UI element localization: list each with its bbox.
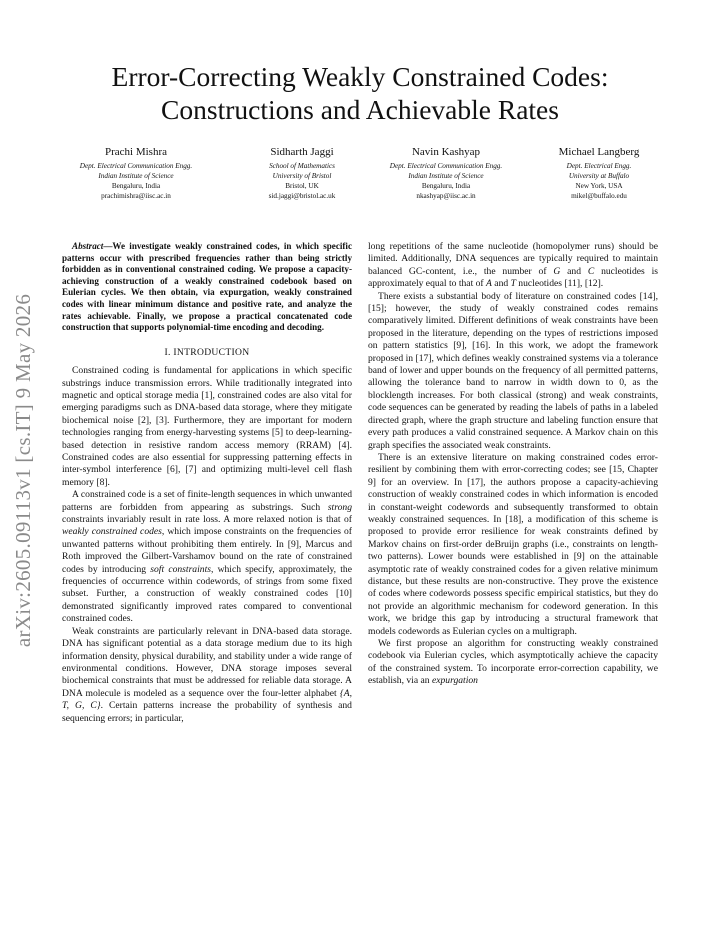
- author-location: Bristol, UK: [285, 182, 319, 190]
- left-column: [62, 241, 352, 725]
- title-line-2: Constructions and Achievable Rates: [161, 94, 559, 125]
- paragraph: There is an extensive literature on making constrained codes error-resilient by combining them with error-correcting codes; see [15, Chapter 9] for an overview. In [17], the authors propose a capacity-achieving construction of weakly constrained codes in which information is encoded in constant-weight codewords and subsequently transformed to obtain weakly constrained sequences. In [18], a modification of this scheme is proposed to provide error resilience for weak constraints defined by Markov chains on first-order deBruijn graphs (i.e., constraints on length-two patterns). Lower bounds were established in [9] on the attainable asymptotic rate of weakly constrained codes for a given relative minimum distance, but these results are non-constructive. They prove the existence of codes where codewords possess specific empirical statistics, but they do not provide an algorithmic mechanism for codeword generation. In this work, we bridge this gap by introducing a structural framework that models codewords as Eulerian cycles on a multigraph.: [368, 451, 658, 637]
- author-1: [56, 145, 216, 201]
- author-name: Sidharth Jaggi: [270, 146, 334, 158]
- abstract-label: Abstract: [72, 241, 104, 251]
- author-location: Bengaluru, India: [111, 182, 161, 190]
- author-2: [237, 145, 367, 201]
- author-email: nkashyap@iisc.ac.in: [416, 192, 476, 200]
- author-institution: Indian Institute of Science: [408, 172, 484, 180]
- title-line-1: Error-Correcting Weakly Constrained Codes:: [111, 61, 609, 92]
- author-name: Navin Kashyap: [411, 146, 481, 158]
- paragraph: There exists a substantial body of literature on constrained codes [14], [15]; however, the study of weakly constrained codes remains comparatively limited. Different definitions of weak constraints have been proposed in the literature, depending on the types of restrictions imposed on pattern statistics [9], [16]. In this work, we adopt the framework proposed in [17], which defines weakly constrained systems via a tolerance band of lower and upper bounds on the frequency of all permitted patterns, allowing the tolerance band to narrow in width down to 0, as the blocklength increases. For both classical (strong) and weak constraints, code sequences can be generated by reading the labels of paths in a labeled directed graph, where the graph structure and labeling function ensure that every path produces a valid constrained sequence. A Markov chain on this graph specifies the associated weak constraints.: [368, 290, 658, 451]
- author-location: Bengaluru, India: [421, 182, 471, 190]
- abstract: [62, 241, 352, 334]
- author-3: [366, 145, 526, 201]
- author-dept: Dept. Electrical Engg.: [566, 162, 632, 170]
- author-institution: University at Buffalo: [568, 172, 630, 180]
- section-heading: I. INTRODUCTION: [164, 346, 250, 358]
- author-institution: University of Bristol: [272, 172, 332, 180]
- paragraph: We first propose an algorithm for constructing weakly constrained codebook via Eulerian cycles, which asymptotically achieve the capacity of the constrained system. To incorporate error-correction capability, we establish, via an expurgation: [368, 638, 658, 687]
- paragraph: Constrained coding is fundamental for applications in which specific substrings induce transmission errors. While traditionally integrated into magnetic and optical storage media [1], constrained codes are also vital for emerging paradigms such as DNA-based data storage, where they mitigate biochemical noise [2], [3]. Furthermore, they are important for modern technologies ranging from energy-harvesting systems [5] to deep-learning-based detection in resistive random access memory (RRAM) [4]. Constrained codes are also essential for suppressing patterning effects in inter-symbol interference [6], [7] and optimizing multi-level cell flash memory [8].: [62, 365, 352, 488]
- paragraph: long repetitions of the same nucleotide (homopolymer runs) should be limited. Additionally, DNA sequences are typically required to maintain balanced GC-content, i.e., the number of G and C nucleotides is approximately equal to that of A and T nucleotides [11], [12].: [368, 241, 658, 290]
- author-institution: Indian Institute of Science: [98, 172, 174, 180]
- arxiv-stamp-text: arXiv:2605.09113v1 [cs.IT] 9 May 2026: [11, 293, 36, 647]
- paragraph: A constrained code is a set of finite-length sequences in which unwanted patterns are forbidden from appearing as substrings. Such strong constraints invariably result in rate loss. A more relaxed notion is that of weakly constrained codes, which impose constraints on the frequencies of unwanted patterns without prohibiting them entirely. In [9], Marcus and Roth improved the Gilbert-Varshamov bound on the rate of constrained codes by introducing soft constraints, which specify, approximately, the frequencies of occurrence within codewords, of strings from some fixed subset. Further, a construction of weakly constrained codes [10] demonstrated significantly improved rates compared to conventional constrained codes.: [62, 489, 352, 625]
- author-email: sid.jaggi@bristol.ac.uk: [268, 192, 336, 200]
- author-name: Prachi Mishra: [104, 146, 167, 158]
- author-dept: School of Mathematics: [269, 162, 335, 170]
- paragraph: Weak constraints are particularly relevant in DNA-based data storage. DNA has significant potential as a data storage medium due to its high information density, physical durability, and stability under a wide range of environmental conditions. However, DNA storage imposes several biochemical constraints that must be addressed for reliable data storage. A DNA molecule is modeled as a sequence over the four-letter alphabet {A, T, G, C}. Certain patterns increase the probability of synthesis and sequencing errors; in particular,: [62, 625, 352, 724]
- right-column: [368, 241, 658, 688]
- paper-title: [60, 60, 660, 126]
- author-email: prachimishra@iisc.ac.in: [101, 192, 171, 200]
- abstract-text: —We investigate weakly constrained codes, in which specific patterns occur with prescribed frequencies rather than being strictly forbidden as in conventional constrained coding. We propose a capacity-achieving construction of a weakly constrained codebook based on Eulerian cycles. We then obtain, via expurgation, weakly constrained codes with linear minimum distance and positive rate, and analyze the rates achievable. Finally, we propose a practical concatenated code construction that supports polynomial-time encoding and decoding.: [62, 241, 352, 333]
- author-name: Michael Langberg: [558, 146, 640, 158]
- author-dept: Dept. Electrical Communication Engg.: [389, 162, 503, 170]
- author-4: [534, 145, 664, 201]
- arxiv-stamp: [4, 260, 44, 680]
- author-email: mikel@buffalo.edu: [571, 192, 627, 200]
- author-location: New York, USA: [575, 182, 623, 190]
- author-dept: Dept. Electrical Communication Engg.: [79, 162, 193, 170]
